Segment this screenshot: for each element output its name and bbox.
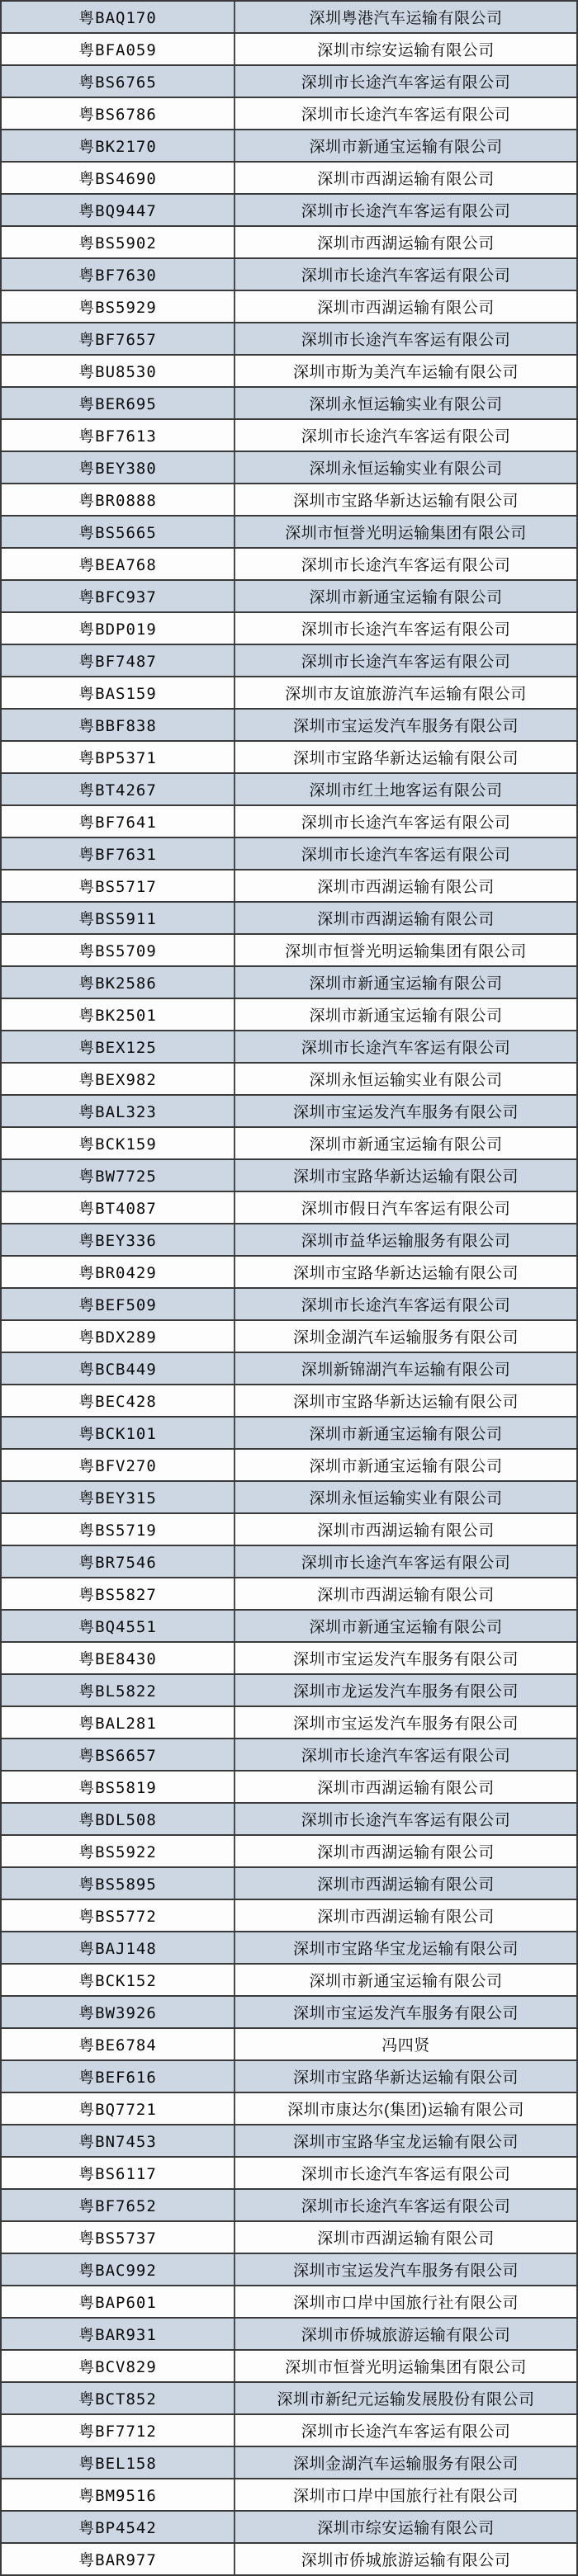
plate-cell: 粤BK2170 [2, 130, 235, 161]
table-row [2, 1546, 576, 1578]
company-cell: 深圳市新通宝运输有限公司 [309, 1136, 503, 1154]
plate-cell: 粤BAL281 [2, 1707, 235, 1738]
company-cell: 深圳市宝路华新达运输有限公司 [292, 2069, 519, 2087]
plate-cell: 粤BS6765 [2, 66, 235, 97]
company-cell: 深圳市西湖运输有限公司 [317, 1522, 495, 1540]
plate-cell: 粤BCT852 [2, 2383, 235, 2413]
table-row [2, 34, 576, 66]
table-row [2, 1932, 576, 1965]
company-cell: 深圳市红土地客运有限公司 [309, 782, 503, 800]
table-row [2, 1868, 576, 1900]
table-row [2, 645, 576, 677]
plate-cell: 粤BEY336 [2, 1224, 235, 1255]
plate-cell: 粤BQ7721 [2, 2093, 235, 2124]
plate-cell: 粤BM9516 [2, 2479, 235, 2510]
plate-cell: 粤BS6786 [2, 98, 235, 129]
company-cell: 深圳市新通宝运输有限公司 [309, 1619, 503, 1636]
table-row [2, 581, 576, 613]
table-row [2, 1739, 576, 1772]
plate-cell: 粤BAP601 [2, 2286, 235, 2317]
plate-cell: 粤BS5827 [2, 1578, 235, 1609]
company-cell: 深圳市长途汽车客运有限公司 [301, 267, 511, 285]
company-cell: 深圳市长途汽车客运有限公司 [301, 106, 511, 124]
company-cell: 深圳市宝路华新达运输有限公司 [292, 493, 519, 510]
company-cell: 深圳市长途汽车客运有限公司 [301, 2423, 511, 2441]
table-row [2, 774, 576, 806]
plate-cell: 粤BCV829 [2, 2351, 235, 2381]
company-cell: 深圳市长途汽车客运有限公司 [301, 814, 511, 832]
company-cell: 深圳市宝路华新达运输有限公司 [292, 1394, 519, 1411]
company-cell: 深圳市长途汽车客运有限公司 [301, 1748, 511, 1765]
table-row [2, 2351, 576, 2383]
table-row [2, 2319, 576, 2351]
plate-cell: 粤BS4690 [2, 163, 235, 193]
plate-cell: 粤BK2586 [2, 967, 235, 998]
plate-cell: 粤BEC428 [2, 1385, 235, 1416]
table-row [2, 1128, 576, 1160]
plate-cell: 粤BEF509 [2, 1289, 235, 1319]
company-cell: 深圳永恒运输实业有限公司 [309, 460, 503, 478]
company-cell: 深圳市长途汽车客运有限公司 [301, 2198, 511, 2215]
plate-cell: 粤BR0429 [2, 1257, 235, 1287]
table-row [2, 1997, 576, 2029]
table-row [2, 1804, 576, 1836]
table-row [2, 195, 576, 227]
table-row [2, 2512, 576, 2544]
plate-cell: 粤BR0888 [2, 484, 235, 515]
company-cell: 深圳市西湖运输有限公司 [317, 171, 495, 188]
plate-cell: 粤BS5709 [2, 935, 235, 965]
table-row [2, 1160, 576, 1192]
plate-cell: 粤BF7652 [2, 2190, 235, 2220]
table-row [2, 549, 576, 581]
plate-cell: 粤BR7546 [2, 1546, 235, 1577]
table-row [2, 1900, 576, 1932]
plate-cell: 粤BCK101 [2, 1418, 235, 1448]
plate-cell: 粤BAQ170 [2, 2, 235, 32]
company-cell: 深圳市长途汽车客运有限公司 [301, 332, 511, 349]
table-row [2, 1707, 576, 1739]
table-row [2, 2, 576, 34]
company-cell: 深圳市宝路华新达运输有限公司 [292, 1265, 519, 1282]
company-cell: 深圳市西湖运输有限公司 [317, 300, 495, 317]
company-cell: 深圳市新通宝运输有限公司 [309, 139, 503, 156]
plate-cell: 粤BFV270 [2, 1450, 235, 1480]
table-row [2, 2061, 576, 2093]
plate-cell: 粤BS5737 [2, 2222, 235, 2253]
table-row [2, 1031, 576, 1064]
company-cell: 深圳市新通宝运输有限公司 [309, 589, 503, 606]
table-row [2, 484, 576, 517]
plate-cell: 粤BAR931 [2, 2319, 235, 2349]
table-row [2, 1643, 576, 1675]
table-row [2, 2190, 576, 2222]
company-cell: 深圳市宝运发汽车服务有限公司 [292, 1104, 519, 1121]
company-cell: 深圳市西湖运输有限公司 [317, 1844, 495, 1861]
table-row [2, 130, 576, 163]
table-row [2, 710, 576, 742]
company-cell: 深圳市友谊旅游汽车运输有限公司 [285, 686, 527, 703]
company-cell: 深圳市综安运输有限公司 [317, 42, 495, 59]
company-cell: 深圳永恒运输实业有限公司 [309, 1490, 503, 1507]
table-row [2, 1578, 576, 1611]
plate-cell: 粤BS5665 [2, 517, 235, 547]
company-cell: 深圳市长途汽车客运有限公司 [301, 621, 511, 639]
company-cell: 深圳新锦湖汽车运输有限公司 [301, 1361, 511, 1379]
table-row [2, 2479, 576, 2512]
plate-cell: 粤BCK152 [2, 1965, 235, 1995]
company-cell: 深圳市新通宝运输有限公司 [309, 1426, 503, 1443]
table-row [2, 1321, 576, 1353]
company-cell: 深圳市宝运发汽车服务有限公司 [292, 2262, 519, 2280]
table-row [2, 259, 576, 291]
plate-cell: 粤BF7487 [2, 645, 235, 676]
company-cell: 深圳市长途汽车客运有限公司 [301, 203, 511, 220]
plate-cell: 粤BF7631 [2, 838, 235, 869]
plate-cell: 粤BEY315 [2, 1482, 235, 1512]
plate-cell: 粤BW3926 [2, 1997, 235, 2027]
company-cell: 深圳市龙运发汽车服务有限公司 [292, 1683, 519, 1701]
company-cell: 深圳市西湖运输有限公司 [317, 879, 495, 896]
table-row [2, 1096, 576, 1128]
plate-cell: 粤BS5902 [2, 227, 235, 257]
plate-cell: 粤BAR977 [2, 2544, 235, 2574]
plate-cell: 粤BAC992 [2, 2254, 235, 2285]
plate-cell: 粤BEL158 [2, 2447, 235, 2478]
company-cell: 深圳市宝路华新达运输有限公司 [292, 1168, 519, 1186]
plate-cell: 粤BS5929 [2, 291, 235, 322]
company-cell: 深圳市长途汽车客运有限公司 [301, 1040, 511, 1057]
table-row [2, 2254, 576, 2286]
table-row [2, 806, 576, 838]
plate-cell: 粤BP5371 [2, 742, 235, 772]
company-cell: 深圳市宝运发汽车服务有限公司 [292, 718, 519, 735]
plate-cell: 粤BEX125 [2, 1031, 235, 1062]
table-row [2, 1289, 576, 1321]
table-row [2, 2029, 576, 2061]
table-row [2, 323, 576, 356]
table-row [2, 677, 576, 710]
plate-cell: 粤BBF838 [2, 710, 235, 740]
company-cell: 深圳市西湖运输有限公司 [317, 1587, 495, 1604]
company-cell: 深圳市长途汽车客运有限公司 [301, 2166, 511, 2183]
table-row [2, 388, 576, 420]
company-cell: 深圳市西湖运输有限公司 [317, 1780, 495, 1797]
plate-cell: 粤BDL508 [2, 1804, 235, 1834]
table-row [2, 2383, 576, 2415]
plate-cell: 粤BS5719 [2, 1514, 235, 1545]
table-row [2, 999, 576, 1031]
company-cell: 深圳市康达尔(集团)运输有限公司 [287, 2102, 524, 2119]
table-row [2, 227, 576, 259]
company-cell: 冯四贤 [381, 2037, 430, 2055]
table-row [2, 1772, 576, 1804]
company-cell: 深圳市西湖运输有限公司 [317, 1908, 495, 1926]
plate-cell: 粤BQ4551 [2, 1611, 235, 1641]
plate-cell: 粤BAS159 [2, 677, 235, 708]
company-cell: 深圳市新通宝运输有限公司 [309, 1973, 503, 1990]
plate-cell: 粤BEA768 [2, 549, 235, 579]
company-cell: 深圳市西湖运输有限公司 [317, 911, 495, 928]
table-row [2, 1611, 576, 1643]
table-row [2, 1224, 576, 1257]
company-cell: 深圳市长途汽车客运有限公司 [301, 1555, 511, 1572]
company-cell: 深圳市恒誉光明运输集团有限公司 [285, 525, 527, 542]
plate-cell: 粤BAL323 [2, 1096, 235, 1126]
table-row [2, 98, 576, 130]
plate-cell: 粤BS5911 [2, 903, 235, 933]
company-cell: 深圳市西湖运输有限公司 [317, 235, 495, 252]
table-row [2, 742, 576, 774]
company-cell: 深圳市假日汽车客运有限公司 [301, 1201, 511, 1218]
table-row [2, 1675, 576, 1707]
table-row [2, 2125, 576, 2158]
plate-cell: 粤BE8430 [2, 1643, 235, 1673]
company-cell: 深圳市长途汽车客运有限公司 [301, 74, 511, 92]
table-row [2, 2158, 576, 2190]
company-cell: 深圳市长途汽车客运有限公司 [301, 557, 511, 574]
table-row [2, 1482, 576, 1514]
plate-cell: 粤BF7657 [2, 323, 235, 354]
table-row [2, 1064, 576, 1096]
table-row [2, 935, 576, 967]
company-cell: 深圳市侨城旅游运输有限公司 [301, 2327, 511, 2344]
table-row [2, 1257, 576, 1289]
plate-cell: 粤BT4267 [2, 774, 235, 804]
company-cell: 深圳市长途汽车客运有限公司 [301, 653, 511, 671]
company-cell: 深圳市恒誉光明运输集团有限公司 [285, 943, 527, 960]
plate-cell: 粤BFC937 [2, 581, 235, 611]
company-cell: 深圳市新通宝运输有限公司 [309, 1458, 503, 1475]
table-row [2, 870, 576, 903]
company-cell: 深圳市西湖运输有限公司 [317, 1876, 495, 1894]
plate-cell: 粤BS5922 [2, 1836, 235, 1866]
table-row [2, 1418, 576, 1450]
table-row [2, 2286, 576, 2319]
table-row [2, 1385, 576, 1418]
company-cell: 深圳市口岸中国旅行社有限公司 [292, 2488, 519, 2505]
table-row [2, 903, 576, 935]
plate-cell: 粤BDP019 [2, 613, 235, 644]
table-row [2, 2222, 576, 2254]
table-row [2, 2447, 576, 2479]
company-cell: 深圳市宝运发汽车服务有限公司 [292, 1651, 519, 1668]
company-cell: 深圳市新通宝运输有限公司 [309, 1007, 503, 1025]
plate-cell: 粤BDX289 [2, 1321, 235, 1352]
plate-cell: 粤BN7453 [2, 2125, 235, 2156]
company-cell: 深圳市口岸中国旅行社有限公司 [292, 2295, 519, 2312]
table-row [2, 2544, 576, 2576]
plate-cell: 粤BCK159 [2, 1128, 235, 1158]
plate-cell: 粤BS5895 [2, 1868, 235, 1899]
plate-cell: 粤BK2501 [2, 999, 235, 1030]
table-row [2, 356, 576, 388]
company-cell: 深圳市西湖运输有限公司 [317, 2230, 495, 2248]
table-row [2, 2415, 576, 2447]
table-row [2, 1836, 576, 1868]
plate-cell: 粤BS5819 [2, 1772, 235, 1802]
plate-cell: 粤BL5822 [2, 1675, 235, 1706]
plate-cell: 粤BFA059 [2, 34, 235, 64]
table-row [2, 1514, 576, 1546]
table-row [2, 2093, 576, 2125]
plate-cell: 粤BE6784 [2, 2029, 235, 2059]
company-cell: 深圳金湖汽车运输服务有限公司 [292, 1329, 519, 1347]
table-row [2, 66, 576, 98]
table-row [2, 1192, 576, 1224]
plate-cell: 粤BF7712 [2, 2415, 235, 2446]
company-cell: 深圳市新纪元运输发展股份有限公司 [277, 2391, 535, 2409]
plate-cell: 粤BER695 [2, 388, 235, 418]
plate-cell: 粤BS6657 [2, 1739, 235, 1770]
table-row [2, 1965, 576, 1997]
table-row [2, 967, 576, 999]
plate-cell: 粤BF7630 [2, 259, 235, 290]
company-cell: 深圳市宝路华宝龙运输有限公司 [292, 2134, 519, 2151]
company-cell: 深圳市宝路华宝龙运输有限公司 [292, 1941, 519, 1958]
plate-cell: 粤BF7613 [2, 420, 235, 451]
plate-cell: 粤BS5772 [2, 1900, 235, 1931]
company-cell: 深圳市长途汽车客运有限公司 [301, 847, 511, 864]
plate-cell: 粤BQ9447 [2, 195, 235, 225]
company-cell: 深圳市侨城旅游运输有限公司 [301, 2552, 511, 2569]
company-cell: 深圳市斯为美汽车运输有限公司 [292, 364, 519, 381]
table-row [2, 420, 576, 452]
plate-cell: 粤BEY380 [2, 452, 235, 483]
plate-cell: 粤BS5717 [2, 870, 235, 901]
company-cell: 深圳粤港汽车运输有限公司 [309, 10, 503, 27]
plate-cell: 粤BU8530 [2, 356, 235, 386]
company-cell: 深圳市长途汽车客运有限公司 [301, 428, 511, 446]
company-cell: 深圳市长途汽车客运有限公司 [301, 1297, 511, 1314]
plate-cell: 粤BP4542 [2, 2512, 235, 2542]
plate-cell: 粤BCB449 [2, 1353, 235, 1384]
plate-cell: 粤BF7641 [2, 806, 235, 837]
company-cell: 深圳永恒运输实业有限公司 [309, 396, 503, 413]
plate-cell: 粤BW7725 [2, 1160, 235, 1191]
company-cell: 深圳市宝运发汽车服务有限公司 [292, 1715, 519, 1733]
plate-cell: 粤BEF616 [2, 2061, 235, 2092]
table-row [2, 452, 576, 484]
company-cell: 深圳市长途汽车客运有限公司 [301, 1812, 511, 1829]
table-row [2, 1450, 576, 1482]
company-cell: 深圳市综安运输有限公司 [317, 2520, 495, 2537]
table-row [2, 291, 576, 323]
company-cell: 深圳永恒运输实业有限公司 [309, 1072, 503, 1089]
plate-cell: 粤BS6117 [2, 2158, 235, 2188]
company-cell: 深圳市宝路华新达运输有限公司 [292, 750, 519, 767]
table-row [2, 517, 576, 549]
company-cell: 深圳市恒誉光明运输集团有限公司 [285, 2359, 527, 2376]
company-cell: 深圳金湖汽车运输服务有限公司 [292, 2456, 519, 2473]
table-row [2, 1353, 576, 1385]
table-row [2, 163, 576, 195]
company-cell: 深圳市宝运发汽车服务有限公司 [292, 2005, 519, 2022]
company-cell: 深圳市益华运输服务有限公司 [301, 1233, 511, 1250]
table-row [2, 838, 576, 870]
plate-cell: 粤BEX982 [2, 1064, 235, 1094]
table-row [2, 613, 576, 645]
company-cell: 深圳市新通宝运输有限公司 [309, 975, 503, 993]
plate-cell: 粤BAJ148 [2, 1932, 235, 1963]
plate-cell: 粤BT4087 [2, 1192, 235, 1223]
